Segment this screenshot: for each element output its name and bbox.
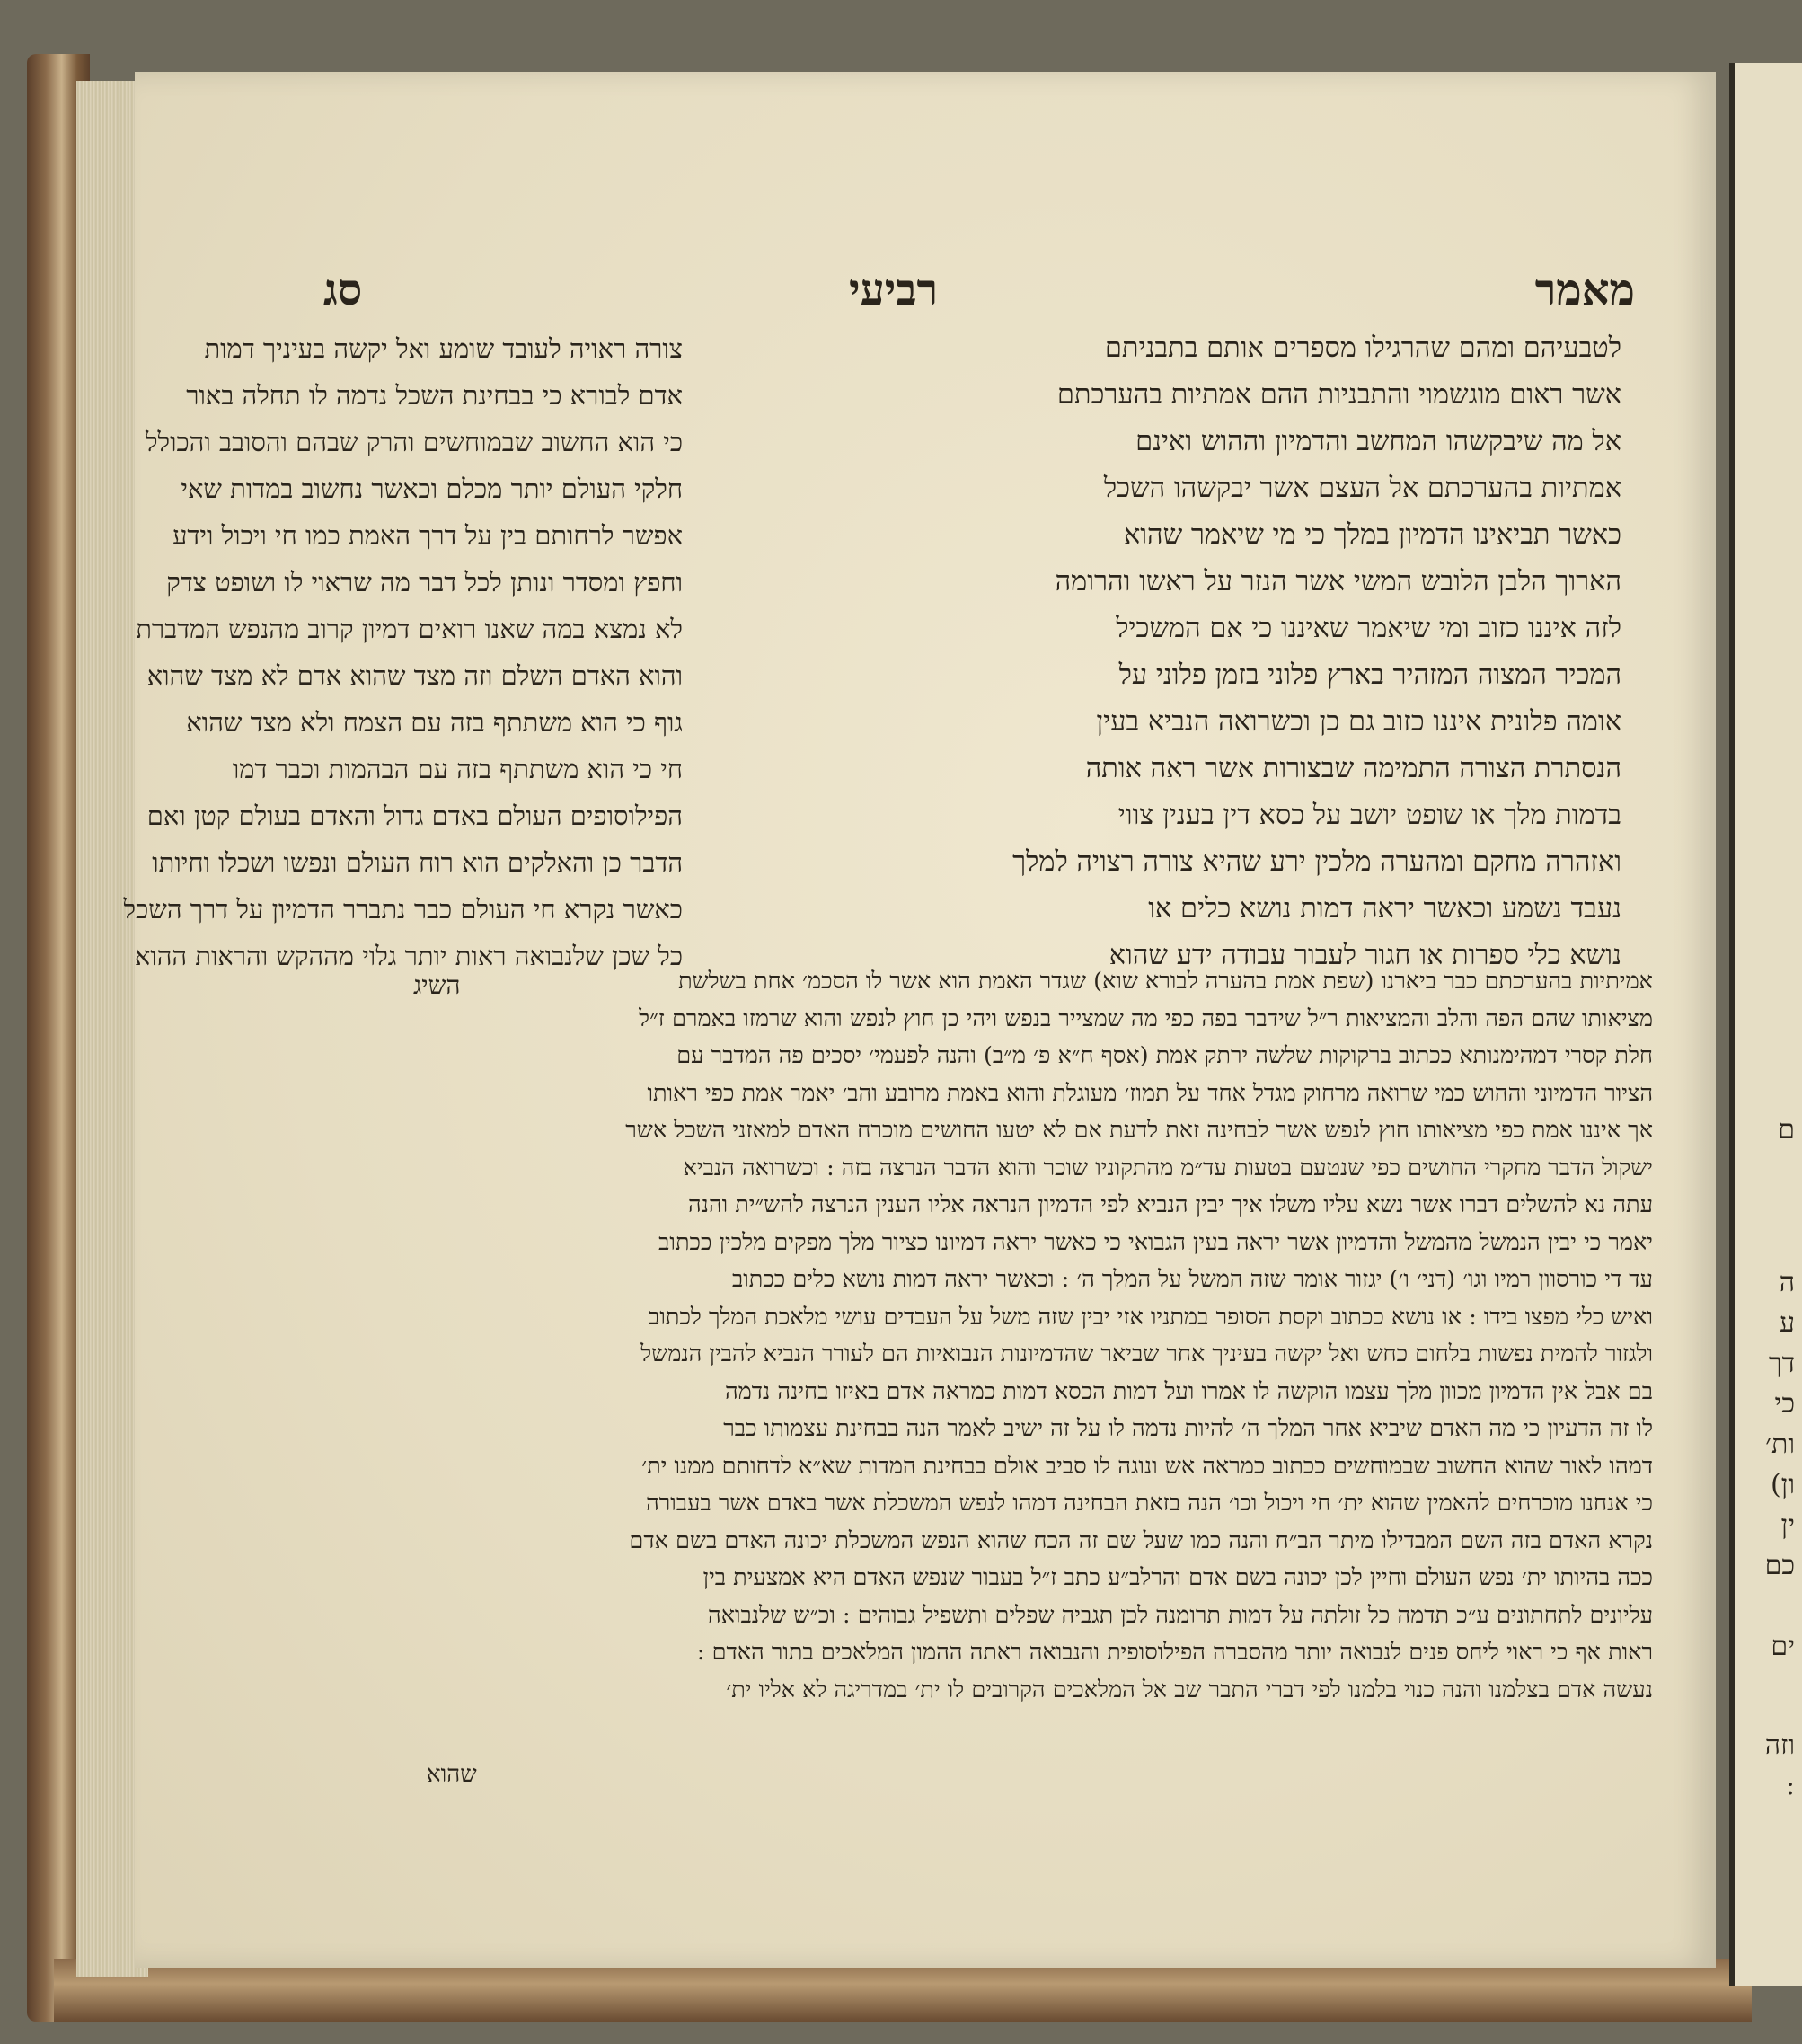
footnote-line: בם אבל אין הדמיון מכוון מלך עצמו הוקשה לו אמרו ועל דמות הכסא דמות כמראה אדם באיזו בחינה נדמה <box>724 1377 1653 1405</box>
text-line: אמתיות בהערכתם אל העצם אשר יבקשהו השכל <box>1103 473 1621 504</box>
footnote-line: מציאותו שהם הפה והלב והמציאות ר״ל שידבר בפה כפי מה שמצייר בנפש ויהי כן חוץ לנפש והוא שרמזו באמרם ז״ל <box>639 1004 1653 1032</box>
next-page-fragment: ם <box>1778 1114 1795 1146</box>
left-column <box>123 325 683 979</box>
text-line: אל מה שיבקשהו המחשב והדמיון וההוש ואינם <box>1135 426 1621 457</box>
text-line: נעבד נשמע וכאשר יראה דמות נושא כלים או <box>1148 893 1621 925</box>
next-page-edge <box>1729 63 1802 1986</box>
next-page-fragment: דך <box>1768 1348 1795 1379</box>
footnote-block <box>314 963 1653 1709</box>
text-line: כאשר נקרא חי העולם כבר נתברר הדמיון על דרך השכל <box>123 894 683 925</box>
text-line: צורה ראויה לעובד שומע ואל יקשה בעיניך דמות <box>204 333 683 364</box>
text-line: כאשר תביאינו הדמיון במלך כי מי שיאמר שהוא <box>1123 519 1621 551</box>
header-title-center: רביעי <box>849 265 939 315</box>
text-line: חלקי העולם יותר מכלם וכאשר נחשוב במדות שאי <box>181 473 683 504</box>
footnote-line: ואיש כלי מפצו בידו : או נושא ככתוב וקסת הסופר במתניו אזי יבין שזה משל על העבדים עושי מלאכת המלך לכתוב <box>649 1303 1653 1331</box>
text-line: אפשר לרחותם בין על דרך האמת כמו חי ויכול וידע <box>172 520 683 551</box>
book-page <box>123 72 1716 1968</box>
footnote-line: יאמר כי יבין הנמשל מהמשל והדמיון אשר יראה בעין הגבואי כי כאשר יראה דמיונו כציור מלך מפקים מלכין ככתוב <box>658 1228 1653 1256</box>
footnote-line: ולגזור להמית נפשות בלחום כחש ואל יקשה בעיניך אחר שביאר שהדמיונות הנבואיות הם לעורר הנביא להבין הנמשל <box>640 1341 1653 1367</box>
right-column <box>696 325 1621 979</box>
text-line: גוף כי הוא משתתף בזה עם הצמח ולא מצד שהוא <box>186 707 683 738</box>
text-line: וחפץ ומסדר ונותן לכל דבר מה שראוי לו ושופט צדק <box>166 567 683 597</box>
footnote-line: חלת קסרי דמהימנותא ככתוב ברקוקות שלשה ירתק אמת (אסף ח״א פ׳ מ״ב) והנה לפעמי׳ יסכים פה המדבר עם <box>676 1042 1653 1069</box>
text-line: לטבעיהם ומהם שהרגילו מספרים אותם בתבניתם <box>1104 332 1621 364</box>
footnote-line: דמהו לאור שהוא החשוב שבמוחשים ככתוב כמראה אש ונוגה לו סביב אולם בבחינת המדות שא״א לדחותם ממנו ית׳ <box>641 1452 1653 1480</box>
text-line: נושא כלי ספרות או חגור לעבור עבודה ידע שהוא <box>1109 940 1621 971</box>
text-line: כל שכן שלנבואה ראות יותר גלוי מההקש והראות ההוא <box>134 941 683 971</box>
book-cover-bottom <box>54 1959 1752 2022</box>
next-page-fragment: כם <box>1764 1550 1795 1581</box>
footnote-line: נעשה אדם בצלמנו והנה כנוי בלמנו לפי דברי התבר שב אל המלאכים הקרובים לו ית׳ במדריגה לא אליו ית׳ <box>726 1676 1653 1703</box>
page-number: סג <box>323 265 363 315</box>
text-line: כי הוא החשוב שבמוחשים והרק שבהם והסובב והכולל <box>145 427 683 457</box>
next-page-fragment: ים <box>1771 1631 1795 1662</box>
next-page-fragment: ון) <box>1770 1469 1795 1500</box>
next-page-fragment: : <box>1785 1770 1795 1801</box>
next-page-fragment: וזה <box>1764 1730 1795 1761</box>
footnote-line: כי אנחנו מוכרחים להאמין שהוא ית׳ חי ויכול וכו׳ הנה בזאת הבחינה דמהו לנפש המשכלת אשר באדם אשר בעבורה <box>646 1490 1653 1517</box>
footnote-line: לו זה הדעיון כי מה האדם שיביא אחר המלך ה׳ להיות נדמה לו על זה ישיב לאמר הנה בבחינת עצמותו כבר <box>723 1415 1653 1442</box>
text-line: בדמות מלך או שופט יושב על כסא דין בענין צווי <box>1117 800 1621 831</box>
next-page-fragment: ות׳ <box>1765 1429 1795 1460</box>
text-line: הנסתרת הצורה התמימה שבצורות אשר ראה אותה <box>1085 753 1621 784</box>
text-line: ואזהרה מחקם ומהערה מלכין ירע שהיא צורה רצויה למלך <box>1012 846 1621 878</box>
footnote-line: ישקול הדבר מחקרי החושים כפי שנטעם בטעות עד״מ מהתקוניו שוכר והוא הדבר הנרצה בזה : וכשרואה הנביא <box>683 1154 1653 1181</box>
next-page-fragment: ין <box>1780 1509 1795 1541</box>
text-line: אומה פלונית איננו כזוב גם כן וכשרואה הנביא בעין <box>1096 706 1621 738</box>
footnote-line: הציור הדמיוני וההוש כמי שרואה מרחוק מגדל אחד על תמוז׳ מעוגלת והוא באמת מרובע והב׳ יאמר אמת כפי ראותו <box>647 1079 1653 1107</box>
text-line: והוא האדם השלם וזה מצד שהוא אדם לא מצד שהוא <box>146 660 683 691</box>
header-title-right: מאמר <box>1534 265 1635 315</box>
footnote-line: עליונים לתחתונים ע״כ תדמה כל זולתה על דמות תרומנה לכן תגביה שפלים ותשפיל גבוהים : וכ״ש שלנבואה <box>708 1601 1653 1629</box>
footnote-line: נקרא האדם בזה השם המבדילו מיתר הב״ח והנה כמו שעל שם זה הכח שהוא הנפש המשכלת יכונה האדם בשם אדם <box>629 1526 1653 1554</box>
catchword-main: השיג <box>413 970 461 1000</box>
text-line: אדם לבורא כי בבחינת השכל נדמה לו תחלה באור <box>186 380 683 411</box>
footnote-line: אמיתיות בהערכתם כבר ביארנו (שפת אמת בהערה לבורא שוא) שגדר האמת הוא אשר לו הסכמ׳ אחת בשלשת <box>678 968 1653 995</box>
footnote-line: אך איננו אמת כפי מציאותו חוץ לנפש אשר לבחינה זאת לדעת אם לא יטעו החושים מוכרח האדם למאזני השכל אשר <box>625 1117 1653 1144</box>
footnote-line: ראות אף כי ראוי ליחס פנים לנבואה יותר מהסברה הפילוסופית והנבואה ראתה ההמון המלאכים בתור האדם : <box>696 1639 1653 1666</box>
text-line: אשר ראום מוגשמוי והתבניות ההם אמתיות בהערכתם <box>1056 379 1621 411</box>
next-page-fragment: ע <box>1780 1307 1795 1339</box>
text-line: הפילוסופים העולם באדם גדול והאדם בעולם קטן ואם <box>146 801 683 831</box>
text-line: המכיר המצוה המזהיר בארץ פלוני בזמן פלוני על <box>1118 659 1621 691</box>
footnote-line: ככה בהיותו ית׳ נפש העולם וחיין לכן יכונה בשם אדם והרלב״ע כתב ז״ל בעבור שנפש האדם היא אמצעית בין <box>702 1564 1653 1591</box>
footnote-line: עתה נא להשלים דברו אשר נשא עליו משלו איך יבין הנביא לפי הדמיון הנראה אליו הענין הנרצה להש״ית והנה <box>687 1191 1653 1218</box>
text-line: חי כי הוא משתתף בזה עם הבהמות וכבר דמו <box>232 754 683 784</box>
catchword-footnote: שהוא <box>427 1761 477 1788</box>
text-line: הארוך הלבן הלובש המשי אשר הנזר על ראשו והרומה <box>1055 566 1621 597</box>
text-line: לזה איננו כזוב ומי שיאמר שאיננו כי אם המשכיל <box>1116 613 1621 644</box>
text-line: הדבר כן והאלקים הוא רוח העולם ונפשו ושכלו וחיותו <box>152 847 683 878</box>
text-line: לא נמצא במה שאנו רואים דמיון קרוב מהנפש המדברת <box>136 614 683 644</box>
next-page-fragment: כי <box>1774 1388 1795 1420</box>
next-page-fragment: ה <box>1779 1267 1795 1298</box>
footnote-line: עד די כורסוון רמיו וגו׳ (דני׳ ו׳) יגזור אומר שזה המשל על המלך ה׳ : וכאשר יראה דמות נושא כלים ככתוב <box>731 1266 1653 1293</box>
